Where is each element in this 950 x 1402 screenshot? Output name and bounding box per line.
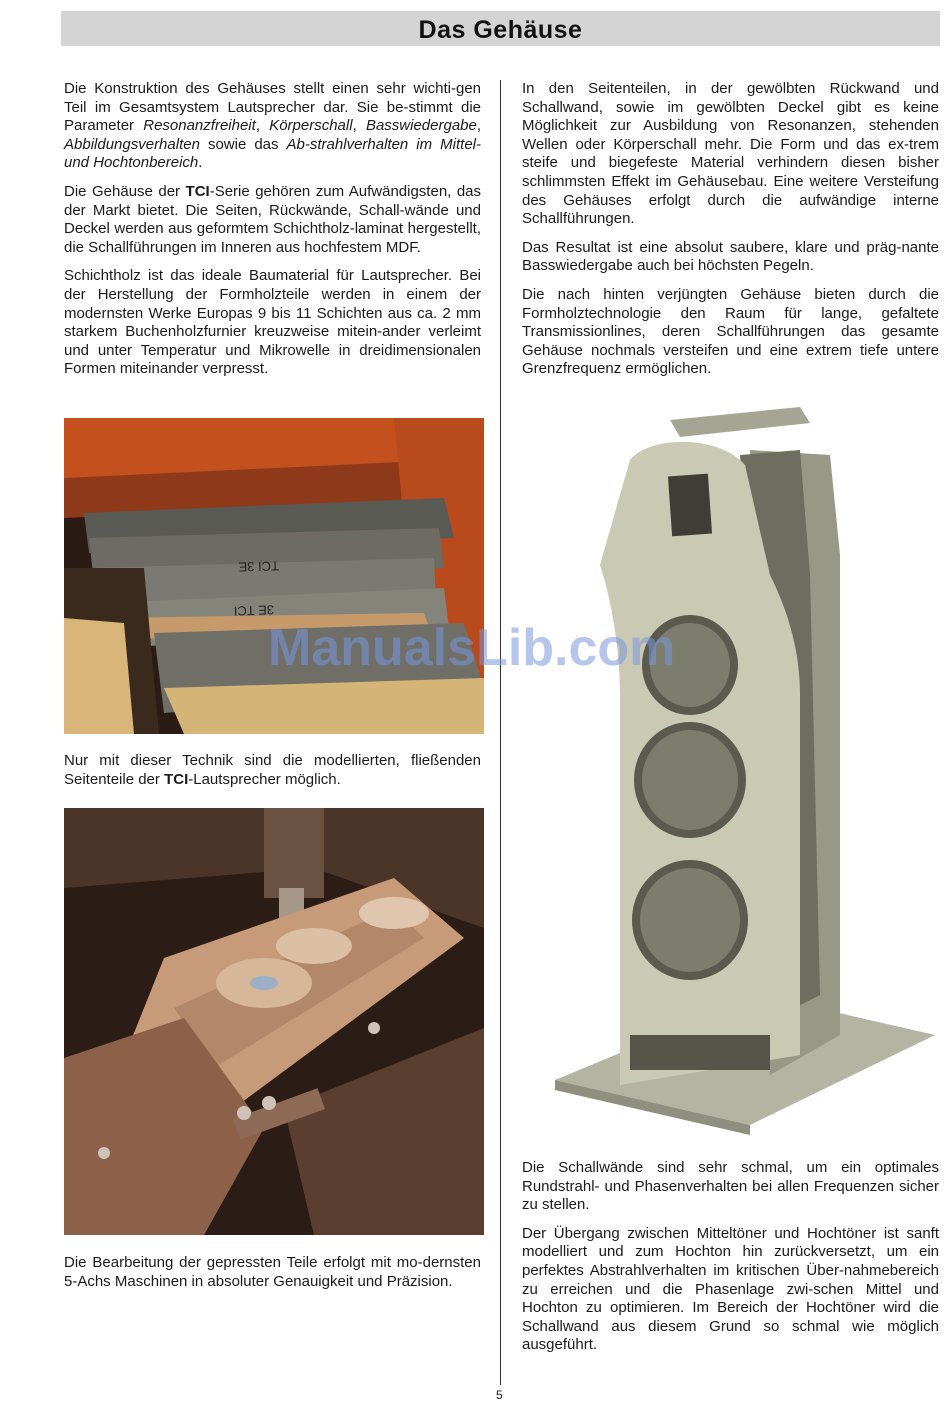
caption-technique: Nur mit dieser Technik sind die modellierten, fließenden Seitenteile der TCI-Lautsprecher möglich. — [64, 752, 481, 788]
title-bar — [61, 11, 940, 46]
page-number: 5 — [496, 1388, 503, 1402]
resonance-paragraph: In den Seitenteilen, in der gewölbten Rückwand und Schallwand, sowie im gewölbten Deckel gibt es keine Möglichkeit zur Ausbildung von Resonanzen, stehenden Wellen oder Körperschall mehr. Die Form und das ex-trem steife und biegefeste Material verhindern diesen bisher schlimmsten Effekt im Gehäusebau. Eine weitere Versteifung des Gehäuses erfolgt durch die aufwändige interne Schallführungen. — [522, 80, 939, 228]
intro-paragraph: Die Konstruktion des Gehäuses stellt einen sehr wichti-gen Teil im Gesamtsystem Lautsprecher dar. Sie be-stimmt die Parameter Resonanzfreiheit, Körperschall, Basswiedergabe, Abbildungsverhalten sowie das Ab-strahlverhalten im Mittel- und Hochtonbereich. — [64, 80, 482, 172]
transmissionline-paragraph: Die nach hinten verjüngten Gehäuse bieten durch die Formholztechnologie den Raum für lange, gefaltete Transmissionlines, deren Schallführungen das gesamte Gehäuse nochmals versteifen und eine extrem tiefe untere Grenzfrequenz ermöglichen. — [522, 285, 939, 378]
left-column — [64, 80, 481, 389]
plate-label-2: 3E TCI — [233, 602, 275, 619]
caption-baffle: Die Schallwände sind sehr schmal, um ein optimales Rundstrahl- und Phasenverhalten bei allen Frequenzen sicher zu stellen. Der Übergang zwischen Mitteltöner und Hochtöner ist sanft modelliert und zum Hochton hin zurückversetzt, um ein perfektes Abstrahlverhalten im kritischen Über-nahmebereich zu erreichen und die Phasenlage zwi-schen Mittel und Hochton zu optimieren. Im Bereich der Hochtöner wird die Schallwand aus diesem Grund so schmal wie möglich ausgeführt. — [522, 1159, 939, 1354]
speaker-cabinet-photo — [540, 395, 940, 1140]
right-column — [522, 80, 939, 389]
caption-machining: Die Bearbeitung der gepressten Teile erfolgt mit mo-dernsten 5-Achs Maschinen in absoluter Genauigkeit und Präzision. — [64, 1254, 481, 1290]
column-divider — [500, 80, 501, 1385]
bass-paragraph: Das Resultat ist eine absolut saubere, klare und präg-nante Basswiedergabe auch bei höchsten Pegeln. — [522, 238, 939, 275]
plywood-paragraph: Schichtholz ist das ideale Baumaterial für Lautsprecher. Bei der Herstellung der Formholzteile werden in einem der modernsten Werke Europas 9 bis 11 Schichten aus ca. 2 mm starkem Buchenholzfurnier kreuzweise mitein-ander verleimt und unter Temperatur und Mikrowelle in dreidimensionalen Formen miteinander verpresst. — [64, 267, 481, 378]
tci-series-paragraph: Die Gehäuse der TCI-Serie gehören zum Aufwändigsten, das der Markt bietet. Die Seiten, Rückwände, Schall-wände und Deckel werden aus geformtem Schichtholz-laminat hergestellt, die Schallführungen im Inneren aus hochfestem MDF. — [64, 182, 481, 256]
plate-label-1: TCI 3E — [238, 558, 280, 575]
page-title: Das Gehäuse — [418, 16, 583, 44]
cnc-machining-photo — [64, 808, 484, 1235]
pressing-photo — [64, 418, 484, 734]
watermark: ManualsLib.com — [268, 619, 676, 677]
